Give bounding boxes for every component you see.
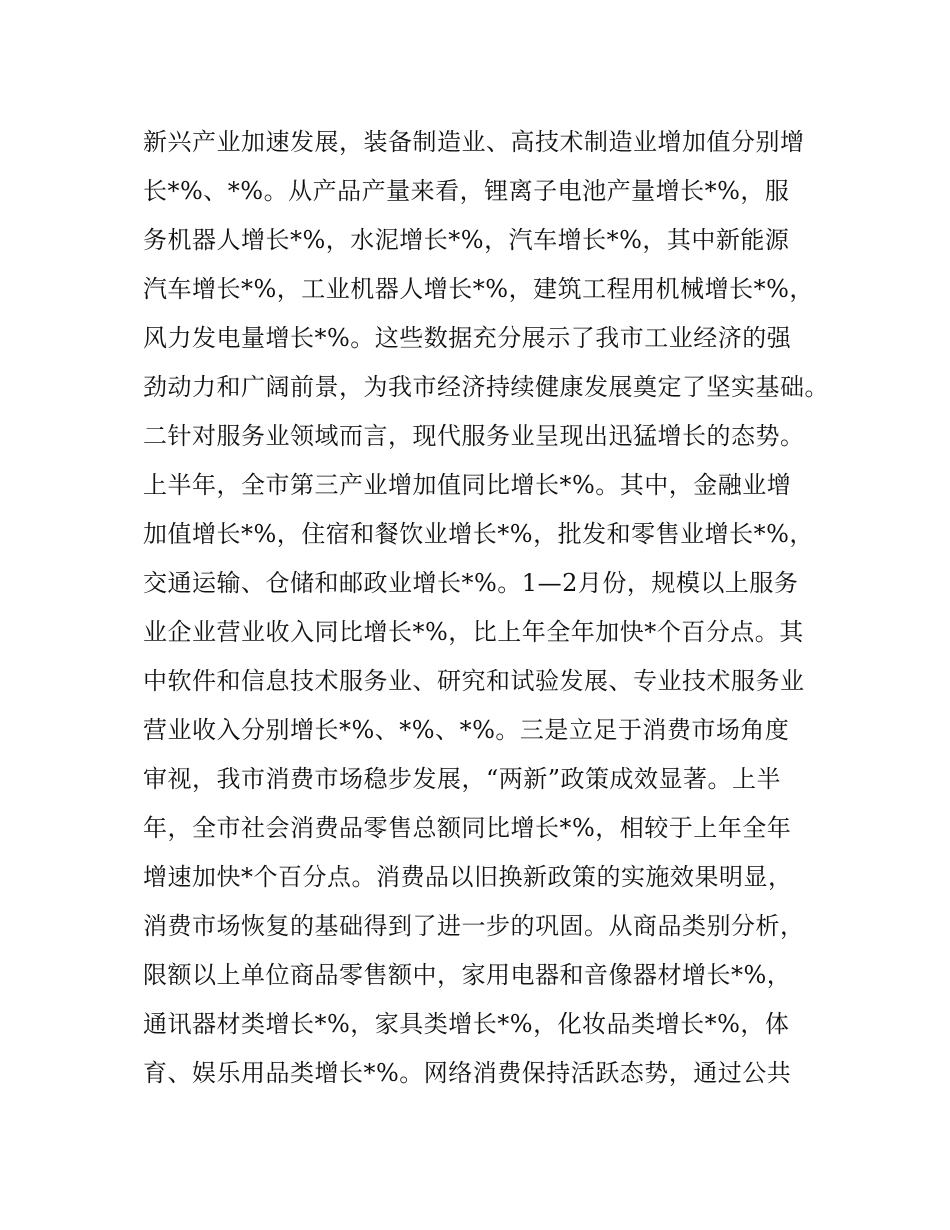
text-line-15: 年，全市社会消费品零售总额同比增长*%，相较于上年全年	[143, 814, 792, 842]
text-line-17: 消费市场恢复的基础得到了进一步的巩固。从商品类别分析，	[143, 912, 805, 940]
text-line-5: 风力发电量增长*%。这些数据充分展示了我市工业经济的强	[143, 324, 792, 352]
text-line-1: 新兴产业加速发展，装备制造业、高技术制造业增加值分别增	[143, 128, 805, 156]
text-line-7: 二针对服务业领域而言，现代服务业呈现出迅猛增长的态势。	[143, 422, 805, 450]
text-line-20: 育、娱乐用品类增长*%。网络消费保持活跃态势，通过公共	[143, 1059, 792, 1087]
text-line-10: 交通运输、仓储和邮政业增长*%。1—2月份，规模以上服务	[143, 569, 799, 597]
text-line-14: 审视，我市消费市场稳步发展，“两新”政策成效显著。上半	[143, 765, 782, 793]
text-line-18: 限额以上单位商品零售额中，家用电器和音像器材增长*%，	[143, 961, 792, 989]
text-line-8: 上半年，全市第三产业增加值同比增长*%。其中，金融业增	[143, 471, 792, 499]
text-line-19: 通讯器材类增长*%，家具类增长*%，化妆品类增长*%，体	[143, 1010, 790, 1038]
text-line-11: 业企业营业收入同比增长*%，比上年全年加快*个百分点。其	[143, 618, 804, 646]
text-line-6: 劲动力和广阔前景，为我市经济持续健康发展奠定了坚实基础。	[143, 373, 829, 401]
text-line-3: 务机器人增长*%，水泥增长*%，汽车增长*%，其中新能源	[143, 226, 790, 254]
text-line-4: 汽车增长*%，工业机器人增长*%，建筑工程用机械增长*%，	[143, 275, 814, 303]
body-paragraph	[143, 118, 843, 1098]
text-line-12: 中软件和信息技术服务业、研究和试验发展、专业技术服务业	[143, 667, 805, 695]
text-line-16: 增速加快*个百分点。消费品以旧换新政策的实施效果明显，	[143, 863, 793, 891]
text-line-9: 加值增长*%，住宿和餐饮业增长*%，批发和零售业增长*%，	[143, 520, 814, 548]
text-line-13: 营业收入分别增长*%、*%、*%。三是立足于消费市场角度	[143, 716, 790, 744]
text-line-2: 长*%、*%。从产品产量来看，锂离子电池产量增长*%，服	[143, 177, 790, 205]
